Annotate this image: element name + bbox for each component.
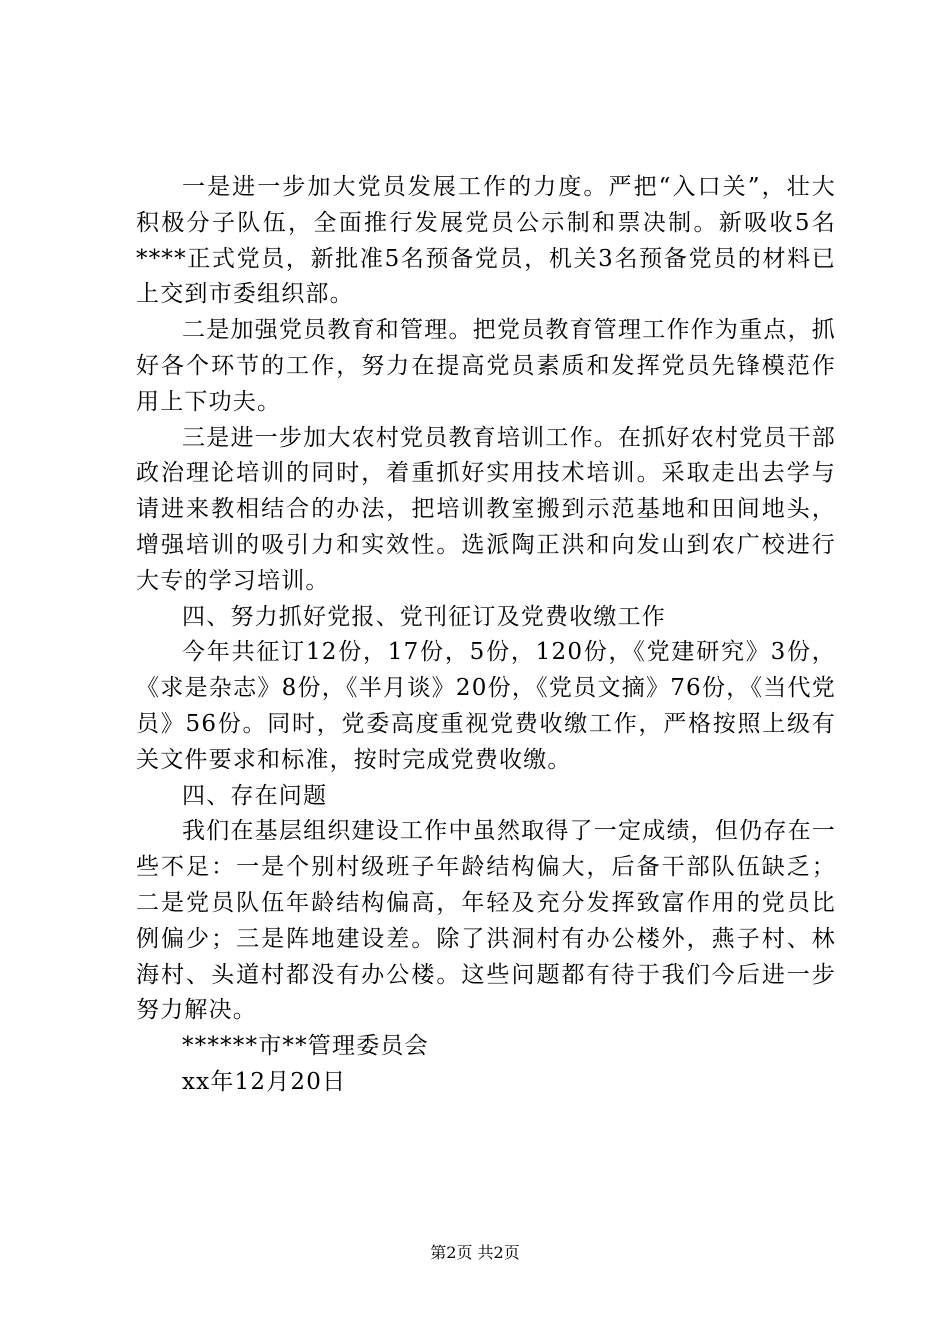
document-body: [136, 170, 836, 1101]
section-heading-problems: 四、存在问题: [182, 782, 328, 809]
paragraph-rural-training: 三是进一步加大农村党员教育培训工作。在抓好农村党员干部政治理论培训的同时，着重抓好实用技术培训。采取走出去学与请进来教相结合的办法，把培训教室搬到示范基地和田间地头，增强培训的吸引力和实效性。选派陶正洪和向发山到农广校进行大专的学习培训。: [136, 424, 836, 594]
signature-date: xx年12月20日: [182, 1068, 347, 1095]
paragraph-subscriptions: 今年共征订12份，17份，5份，120份，《党建研究》3份，《求是杂志》8份，《半月谈》20份，《党员文摘》76份，《当代党员》56份。同时，党委高度重视党费收缴工作，严格按照上级有关文件要求和标准，按时完成党费收缴。: [136, 639, 836, 773]
page-footer: 第2页 共2页: [430, 1243, 520, 1262]
signature-organization: ******市**管理委员会: [182, 1033, 429, 1060]
paragraph-party-member-development: 一是进一步加大党员发展工作的力度。严把“入口关”，壮大积极分子队伍，全面推行发展党员公示制和票决制。新吸收5名****正式党员，新批准5名预备党员，机关3名预备党员的材料已上交到市委组织部。: [136, 174, 836, 308]
paragraph-problems: 我们在基层组织建设工作中虽然取得了一定成绩，但仍存在一些不足：一是个别村级班子年龄结构偏大，后备干部队伍缺乏；二是党员队伍年龄结构偏高，年轻及充分发挥致富作用的党员比例偏少；三是阵地建设差。除了洪洞村有办公楼外，燕子村、林海村、头道村都没有办公楼。这些问题都有待于我们今后进一步努力解决。: [136, 818, 836, 1024]
section-heading-subscriptions: 四、努力抓好党报、党刊征订及党费收缴工作: [182, 603, 666, 630]
paragraph-education-management: 二是加强党员教育和管理。把党员教育管理工作作为重点，抓好各个环节的工作，努力在提高党员素质和发挥党员先锋模范作用上下功夫。: [136, 317, 836, 415]
